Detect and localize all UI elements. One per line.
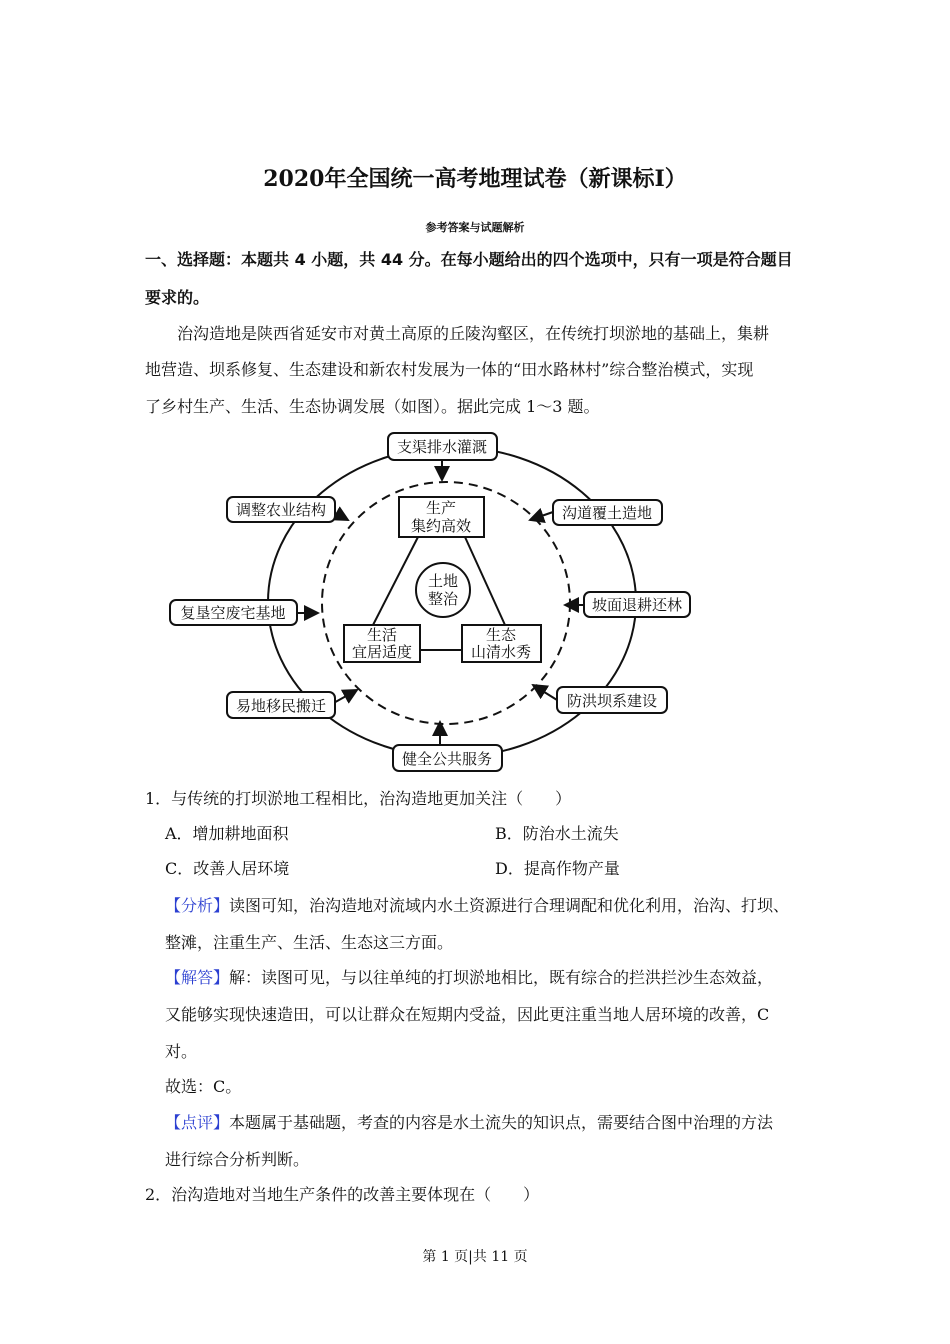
question-2-stem: 2．治沟造地对当地生产条件的改善主要体现在（ ） (145, 1185, 540, 1204)
life-label: 宜居适度 (351, 643, 413, 661)
question-1-stem: 1．与传统的打坝淤地工程相比，治沟造地更加关注（ ） (145, 789, 572, 808)
ecology-label: 生态 (485, 626, 517, 644)
choice-line: 故选：C。 (165, 1077, 242, 1096)
section-heading: 一、选择题：本题共 4 小题，共 44 分。在每小题给出的四个选项中，只有一项是符合题目 (145, 250, 793, 269)
page-footer: 第 1 页|共 11 页 (422, 1249, 528, 1265)
analysis-line: 整滩，注重生产、生活、生态这三方面。 (165, 933, 454, 952)
document-title: 2020年全国统一高考地理试卷（新课标Ⅰ） (263, 166, 687, 192)
center-label: 土地 (427, 572, 459, 590)
outer-label: 坡面退耕还林 (591, 596, 683, 614)
intro-line: 了乡村生产、生活、生态协调发展（如图）。据此完成 1～3 题。 (145, 397, 600, 416)
option-b[interactable]: B．防治水土流失 (495, 824, 619, 843)
answer-tag: 【解答】 (165, 968, 230, 987)
outer-label: 防洪坝系建设 (566, 692, 658, 710)
intro-line: 治沟造地是陕西省延安市对黄土高原的丘陵沟壑区，在传统打坝淤地的基础上，集耕 (177, 324, 770, 343)
intro-line: 地营造、坝系修复、生态建设和新农村发展为一体的“田水路林村”综合整治模式，实现 (145, 360, 754, 379)
production-label: 生产 (425, 499, 457, 517)
center-label: 整治 (427, 590, 459, 608)
answer-line: 又能够实现快速造田，可以让群众在短期内受益，因此更注重当地人居环境的改善，C (165, 1005, 770, 1024)
comment-line: 进行综合分析判断。 (165, 1150, 310, 1169)
comment-tag: 【点评】 (165, 1113, 230, 1132)
option-d[interactable]: D．提高作物产量 (495, 859, 620, 878)
outer-label: 健全公共服务 (401, 750, 493, 768)
answer-line: 对。 (165, 1042, 198, 1061)
answer-line: 【解答】解：读图可见，与以往单纯的打坝淤地相比，既有综合的拦洪拦沙生态效益， (165, 968, 774, 987)
option-c[interactable]: C．改善人居环境 (165, 859, 290, 878)
outer-label: 调整农业结构 (235, 501, 327, 519)
outer-label: 易地移民搬迁 (235, 697, 327, 715)
life-label: 生活 (366, 626, 398, 644)
comment-line: 【点评】本题属于基础题，考查的内容是水土流失的知识点，需要结合图中治理的方法 (165, 1113, 774, 1132)
option-a[interactable]: A．增加耕地面积 (165, 824, 289, 843)
analysis-tag: 【分析】 (165, 896, 230, 915)
outer-label: 复垦空废宅基地 (180, 604, 286, 622)
ecology-label: 山清水秀 (470, 643, 532, 661)
section-heading-cont: 要求的。 (145, 288, 210, 307)
production-label: 集约高效 (410, 517, 472, 535)
outer-label: 支渠排水灌溉 (396, 438, 488, 456)
analysis-line: 【分析】读图可知，治沟造地对流域内水土资源进行合理调配和优化利用，治沟、打坝、 (165, 896, 790, 915)
document-subtitle: 参考答案与试题解析 (425, 221, 525, 234)
outer-label: 沟道覆土造地 (561, 504, 653, 522)
